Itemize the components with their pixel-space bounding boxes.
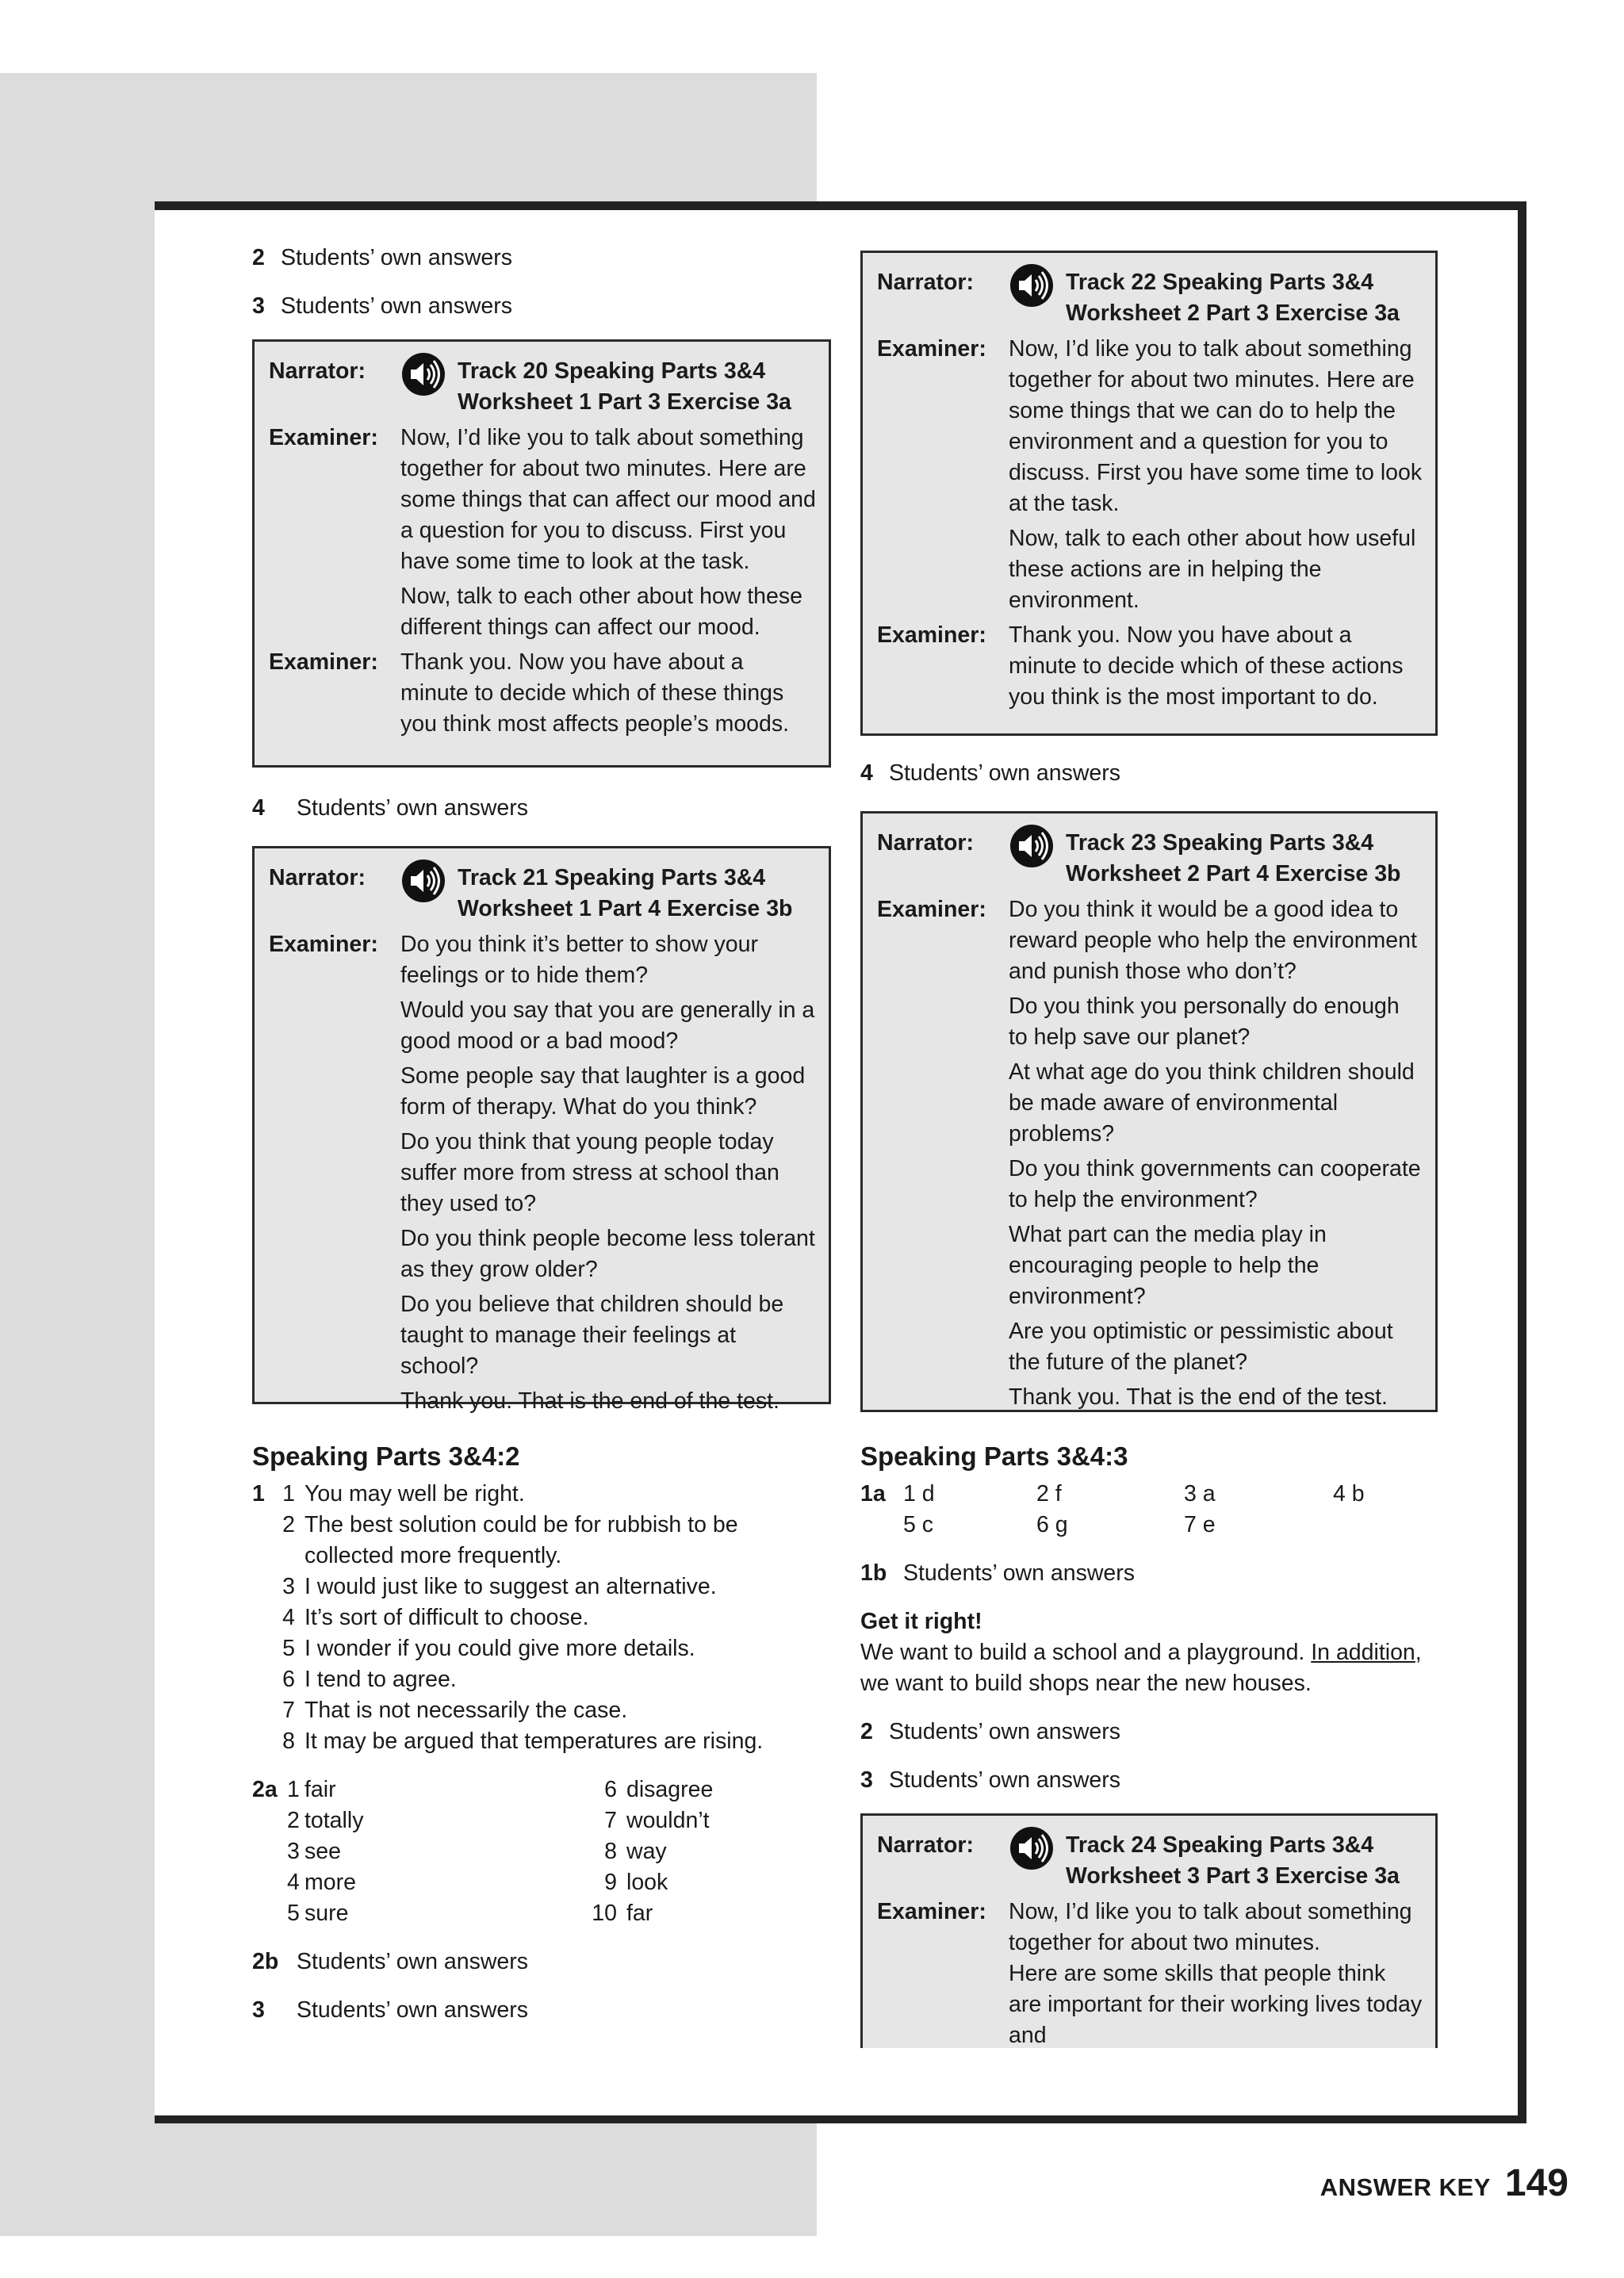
page-footer <box>1320 2162 1568 2204</box>
answer-number: 1a <box>860 1481 886 1507</box>
audio-speaker-icon <box>400 351 446 397</box>
track-title: Track 21 Speaking Parts 3&4 Worksheet 1 Part 4 Exercise 3b <box>458 865 793 921</box>
list-item <box>281 1726 831 1757</box>
answer-number: 2 <box>252 245 265 270</box>
item-number: 2 <box>282 1512 295 1537</box>
transcript-box-track-23 <box>860 811 1438 1412</box>
answer-grid <box>903 1479 1428 1541</box>
answer-text: Students’ own answers <box>281 293 513 319</box>
item-text: look <box>626 1870 668 1895</box>
speaker-label: Examiner: <box>269 649 378 675</box>
answer-text: Students’ own answers <box>297 1997 529 2023</box>
answer-text: Students’ own answers <box>889 1767 1121 1793</box>
transcript-text: Now, talk to each other about how useful these actions are in helping the environment. <box>1009 526 1416 613</box>
item-text: totally <box>304 1808 364 1833</box>
answer-item <box>860 1765 1438 1796</box>
transcript-box-track-21 <box>252 846 831 1414</box>
item-text: I wonder if you could give more details. <box>304 1636 695 1661</box>
answer-number: 3 <box>860 1767 873 1793</box>
audio-speaker-icon <box>1009 823 1055 869</box>
question-text: Would you say that you are generally in a good mood or a bad mood? <box>400 997 815 1054</box>
item-text: wouldn’t <box>626 1808 710 1833</box>
question-text: Do you think governments can cooperate to help the environment? <box>1009 1156 1421 1212</box>
track-title: Track 23 Speaking Parts 3&4 Worksheet 2 Part 4 Exercise 3b <box>1066 830 1401 886</box>
item-text: see <box>304 1839 341 1864</box>
item-number: 10 <box>592 1901 617 1926</box>
speaker-label: Examiner: <box>877 336 986 362</box>
section-heading: Speaking Parts 3&4:3 <box>860 1441 1128 1471</box>
question-text: Do you think it would be a good idea to reward people who help the environment and punish those who don’t? <box>1009 897 1417 984</box>
grid-answer: 1 d <box>903 1481 935 1507</box>
answer-number: 1 <box>252 1481 265 1507</box>
speaker-label: Narrator: <box>269 358 366 384</box>
answer-item <box>252 793 831 824</box>
audio-speaker-icon <box>400 858 446 904</box>
speaker-label: Narrator: <box>877 1832 974 1858</box>
item-text: far <box>626 1901 653 1926</box>
transcript-text: Thank you. Now you have about a minute to decide which of these actions you think is the most important to do. <box>1009 622 1404 710</box>
grid-answer: 3 a <box>1184 1481 1216 1507</box>
speaker-label: Narrator: <box>877 830 974 856</box>
grid-answer <box>1333 1510 1428 1541</box>
item-text: It’s sort of difficult to choose. <box>304 1605 589 1630</box>
item-number: 5 <box>287 1901 300 1926</box>
answer-text: Students’ own answers <box>889 1719 1121 1744</box>
item-number: 3 <box>287 1839 300 1864</box>
item-number: 6 <box>282 1667 295 1692</box>
item-text: I would just like to suggest an alternative. <box>304 1574 717 1599</box>
frame-top-bar <box>155 201 1526 210</box>
grid-answer: 4 b <box>1333 1481 1365 1507</box>
speaker-label: Examiner: <box>269 425 378 450</box>
item-text: fair <box>304 1777 336 1802</box>
item-number: 8 <box>604 1839 617 1864</box>
answer-item <box>252 1947 831 1977</box>
answer-text: Students’ own answers <box>889 760 1121 786</box>
question-1 <box>252 1479 831 1757</box>
transcript-box-track-24 <box>860 1813 1438 2048</box>
underlined-phrase: In addition <box>1311 1640 1415 1665</box>
narrator-row <box>877 1830 1423 1892</box>
answer-item <box>252 1995 831 2026</box>
question-text: Do you think you personally do enough to help save our planet? <box>1009 994 1400 1050</box>
examiner-row <box>269 423 816 643</box>
speaker-label: Examiner: <box>877 1899 986 1924</box>
narrator-row <box>269 863 816 925</box>
section-heading: Speaking Parts 3&4:2 <box>252 1441 520 1471</box>
item-number: 5 <box>282 1636 295 1661</box>
item-number: 2 <box>287 1808 300 1833</box>
speaker-label: Examiner: <box>877 897 986 922</box>
answer-item <box>860 758 1438 789</box>
question-text: Do you believe that children should be taught to manage their feelings at school? <box>400 1292 784 1379</box>
frame-bottom-bar <box>155 2115 1526 2123</box>
narrator-row <box>877 828 1423 890</box>
item-number: 8 <box>282 1729 295 1754</box>
examiner-row <box>269 929 816 1417</box>
question-text: At what age do you think children should be made aware of environmental problems? <box>1009 1059 1415 1147</box>
answer-number: 3 <box>252 1997 265 2023</box>
answer-number: 3 <box>252 293 265 319</box>
answer-item <box>860 1717 1438 1748</box>
item-text: disagree <box>626 1777 714 1802</box>
question-text: Some people say that laughter is a good form of therapy. What do you think? <box>400 1063 806 1120</box>
list-item <box>281 1510 831 1572</box>
transcript-text: Now, I’d like you to talk about something together for about two minutes. <box>1009 1899 1412 1955</box>
transcript-text: Here are some skills that people think are important for their working lives today and <box>1009 1961 1423 2048</box>
answer-number: 2a <box>252 1777 278 1802</box>
answer-text: Students’ own answers <box>281 245 513 270</box>
examiner-row <box>877 1897 1423 2048</box>
list-item <box>281 1479 831 1510</box>
answer-number: 2 <box>860 1719 873 1744</box>
grid-answer: 5 c <box>903 1512 934 1537</box>
frame-right-bar <box>1518 201 1526 2123</box>
question-text: Thank you. That is the end of the test. <box>1009 1384 1388 1410</box>
list-item <box>281 1572 831 1602</box>
get-it-right-title: Get it right! <box>860 1609 982 1634</box>
item-text: more <box>304 1870 356 1895</box>
answer-item <box>252 243 831 274</box>
transcript-text: Now, I’d like you to talk about something together for about two minutes. Here are some things that we can do to help the environment and a question for you to discuss. First you have some time to look at the task. <box>1009 336 1423 516</box>
question-text: Are you optimistic or pessimistic about the future of the planet? <box>1009 1319 1393 1375</box>
item-number: 4 <box>282 1605 295 1630</box>
text-part: We want to build a school and a playground. <box>860 1640 1312 1665</box>
grid-answer: 2 f <box>1036 1481 1062 1507</box>
transcript-box-track-22 <box>860 251 1438 736</box>
item-number: 1 <box>282 1481 295 1507</box>
examiner-row <box>877 334 1423 616</box>
footer-label: ANSWER KEY <box>1320 2173 1491 2201</box>
narrator-row <box>877 267 1423 329</box>
question-text: What part can the media play in encouraging people to help the environment? <box>1009 1222 1327 1309</box>
answer-item <box>252 291 831 322</box>
transcript-text: Now, talk to each other about how these different things can affect our mood. <box>400 584 802 640</box>
question-text: Do you think that young people today suffer more from stress at school than they used to? <box>400 1129 779 1216</box>
question-1a <box>860 1479 1438 1541</box>
speaker-label: Examiner: <box>269 932 378 957</box>
examiner-row <box>269 647 816 740</box>
answer-text: Students’ own answers <box>297 1949 529 1974</box>
track-title: Track 22 Speaking Parts 3&4 Worksheet 2 Part 3 Exercise 3a <box>1066 270 1400 326</box>
audio-speaker-icon <box>1009 1825 1055 1871</box>
speaker-label: Examiner: <box>877 622 986 648</box>
item-text: sure <box>304 1901 349 1926</box>
question-text: Do you think it’s better to show your feelings or to hide them? <box>400 932 758 988</box>
track-title: Track 20 Speaking Parts 3&4 Worksheet 1 Part 3 Exercise 3a <box>458 358 791 415</box>
item-number: 6 <box>604 1777 617 1802</box>
item-text: I tend to agree. <box>304 1667 457 1692</box>
answer-list <box>281 1479 831 1757</box>
narrator-row <box>269 356 816 418</box>
grid-answer: 6 g <box>1036 1512 1068 1537</box>
transcript-box-track-20 <box>252 339 831 768</box>
answer-number: 2b <box>252 1949 279 1974</box>
item-number: 4 <box>287 1870 300 1895</box>
answer-item <box>860 1558 1438 1589</box>
get-it-right-text <box>860 1637 1438 1699</box>
question-text: Thank you. That is the end of the test. <box>400 1388 779 1414</box>
list-item <box>281 1695 831 1726</box>
answer-text: Students’ own answers <box>903 1560 1136 1586</box>
item-text: The best solution could be for rubbish to be collected more frequently. <box>304 1512 738 1568</box>
transcript-text: Thank you. Now you have about a minute to decide which of these things you think most affects people’s moods. <box>400 649 790 737</box>
right-column <box>860 251 1438 2048</box>
answer-number: 1b <box>860 1560 887 1586</box>
item-text: You may well be right. <box>304 1481 525 1507</box>
item-number: 7 <box>282 1698 295 1723</box>
item-number: 3 <box>282 1574 295 1599</box>
page-number: 149 <box>1504 2162 1568 2204</box>
list-item <box>281 1602 831 1633</box>
item-text: That is not necessarily the case. <box>304 1698 628 1723</box>
list-item <box>281 1633 831 1664</box>
question-2a <box>252 1775 831 1929</box>
track-title: Track 24 Speaking Parts 3&4 Worksheet 3 Part 3 Exercise 3a <box>1066 1832 1400 1889</box>
speaker-label: Narrator: <box>269 865 366 890</box>
text-part: , we want to build shops near the new houses. <box>860 1640 1422 1696</box>
answer-grid <box>287 1775 826 1929</box>
audio-speaker-icon <box>1009 262 1055 308</box>
examiner-row <box>877 894 1423 1413</box>
answer-text: Students’ own answers <box>297 795 529 821</box>
item-text: way <box>626 1839 667 1864</box>
answer-number: 4 <box>860 760 873 786</box>
speaker-label: Narrator: <box>877 270 974 295</box>
left-column <box>252 243 831 2026</box>
item-number: 1 <box>287 1777 300 1802</box>
answer-number: 4 <box>252 795 265 821</box>
get-it-right <box>860 1606 1438 1699</box>
item-number: 9 <box>604 1870 617 1895</box>
item-text: It may be argued that temperatures are rising. <box>304 1729 764 1754</box>
list-item <box>281 1664 831 1695</box>
item-number: 7 <box>604 1808 617 1833</box>
transcript-text: Now, I’d like you to talk about something together for about two minutes. Here are some things that can affect our mood and a question for you to discuss. First you have some time to look at the task. <box>400 425 816 574</box>
question-text: Do you think people become less tolerant as they grow older? <box>400 1226 815 1282</box>
examiner-row <box>877 620 1423 713</box>
grid-answer: 7 e <box>1184 1512 1216 1537</box>
